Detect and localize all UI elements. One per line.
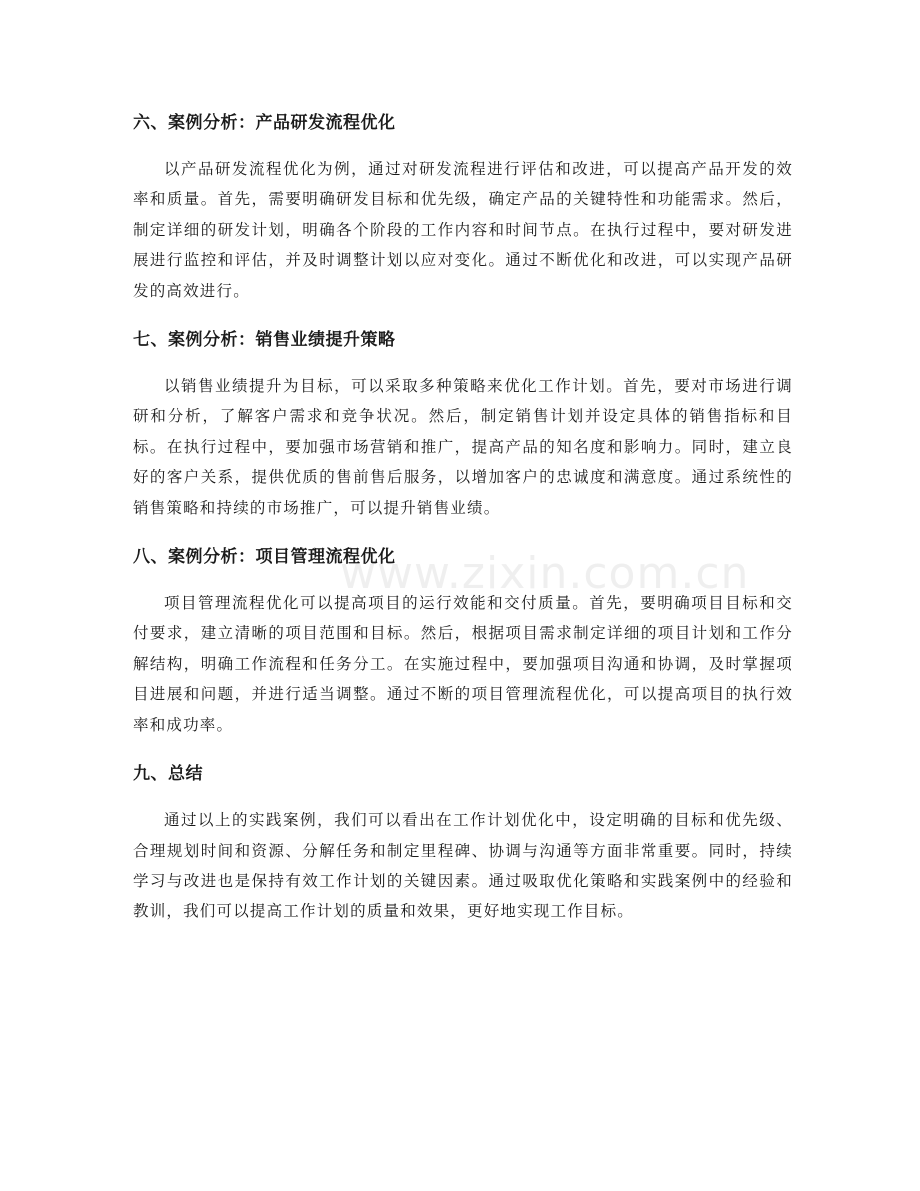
section-product-rd [133, 104, 793, 306]
section-heading: 八、案例分析：项目管理流程优化 [133, 547, 396, 568]
watermark: www.zixin.com.cn [340, 548, 750, 599]
section-heading: 九、总结 [133, 764, 203, 785]
section-paragraph: 项目管理流程优化可以提高项目的运行效能和交付质量。首先，要明确项目目标和交付要求，建立清晰的项目范围和目标。然后，根据项目需求制定详细的项目计划和工作分解结构，明确工作流程和任务分工。在实施过程中，要加强项目沟通和协调，及时掌握项目进展和问题，并进行适当调整。通过不断的项目管理流程优化，可以提高项目的执行效率和成功率。 [133, 594, 793, 734]
section-project-management [133, 538, 793, 740]
section-paragraph: 以产品研发流程优化为例，通过对研发流程进行评估和改进，可以提高产品开发的效率和质量。首先，需要明确研发目标和优先级，确定产品的关键特性和功能需求。然后，制定详细的研发计划，明确各个阶段的工作内容和时间节点。在执行过程中，要对研发进展进行监控和评估，并及时调整计划以应对变化。通过不断优化和改进，可以实现产品研发的高效进行。 [133, 160, 793, 300]
section-sales-strategy [133, 321, 793, 523]
section-heading: 七、案例分析：销售业绩提升策略 [133, 330, 396, 351]
section-paragraph: 以销售业绩提升为目标，可以采取多种策略来优化工作计划。首先，要对市场进行调研和分析，了解客户需求和竞争状况。然后，制定销售计划并设定具体的销售指标和目标。在执行过程中，要加强市场营销和推广，提高产品的知名度和影响力。同时，建立良好的客户关系，提供优质的售前售后服务，以增加客户的忠诚度和满意度。通过系统性的销售策略和持续的市场推广，可以提升销售业绩。 [133, 377, 793, 517]
section-paragraph: 通过以上的实践案例，我们可以看出在工作计划优化中，设定明确的目标和优先级、合理规划时间和资源、分解任务和制定里程碑、协调与沟通等方面非常重要。同时，持续学习与改进也是保持有效工作计划的关键因素。通过吸取优化策略和实践案例中的经验和教训，我们可以提高工作计划的质量和效果，更好地实现工作目标。 [133, 811, 793, 921]
document-content [133, 104, 793, 942]
section-heading: 六、案例分析：产品研发流程优化 [133, 113, 396, 133]
section-summary [133, 755, 793, 927]
